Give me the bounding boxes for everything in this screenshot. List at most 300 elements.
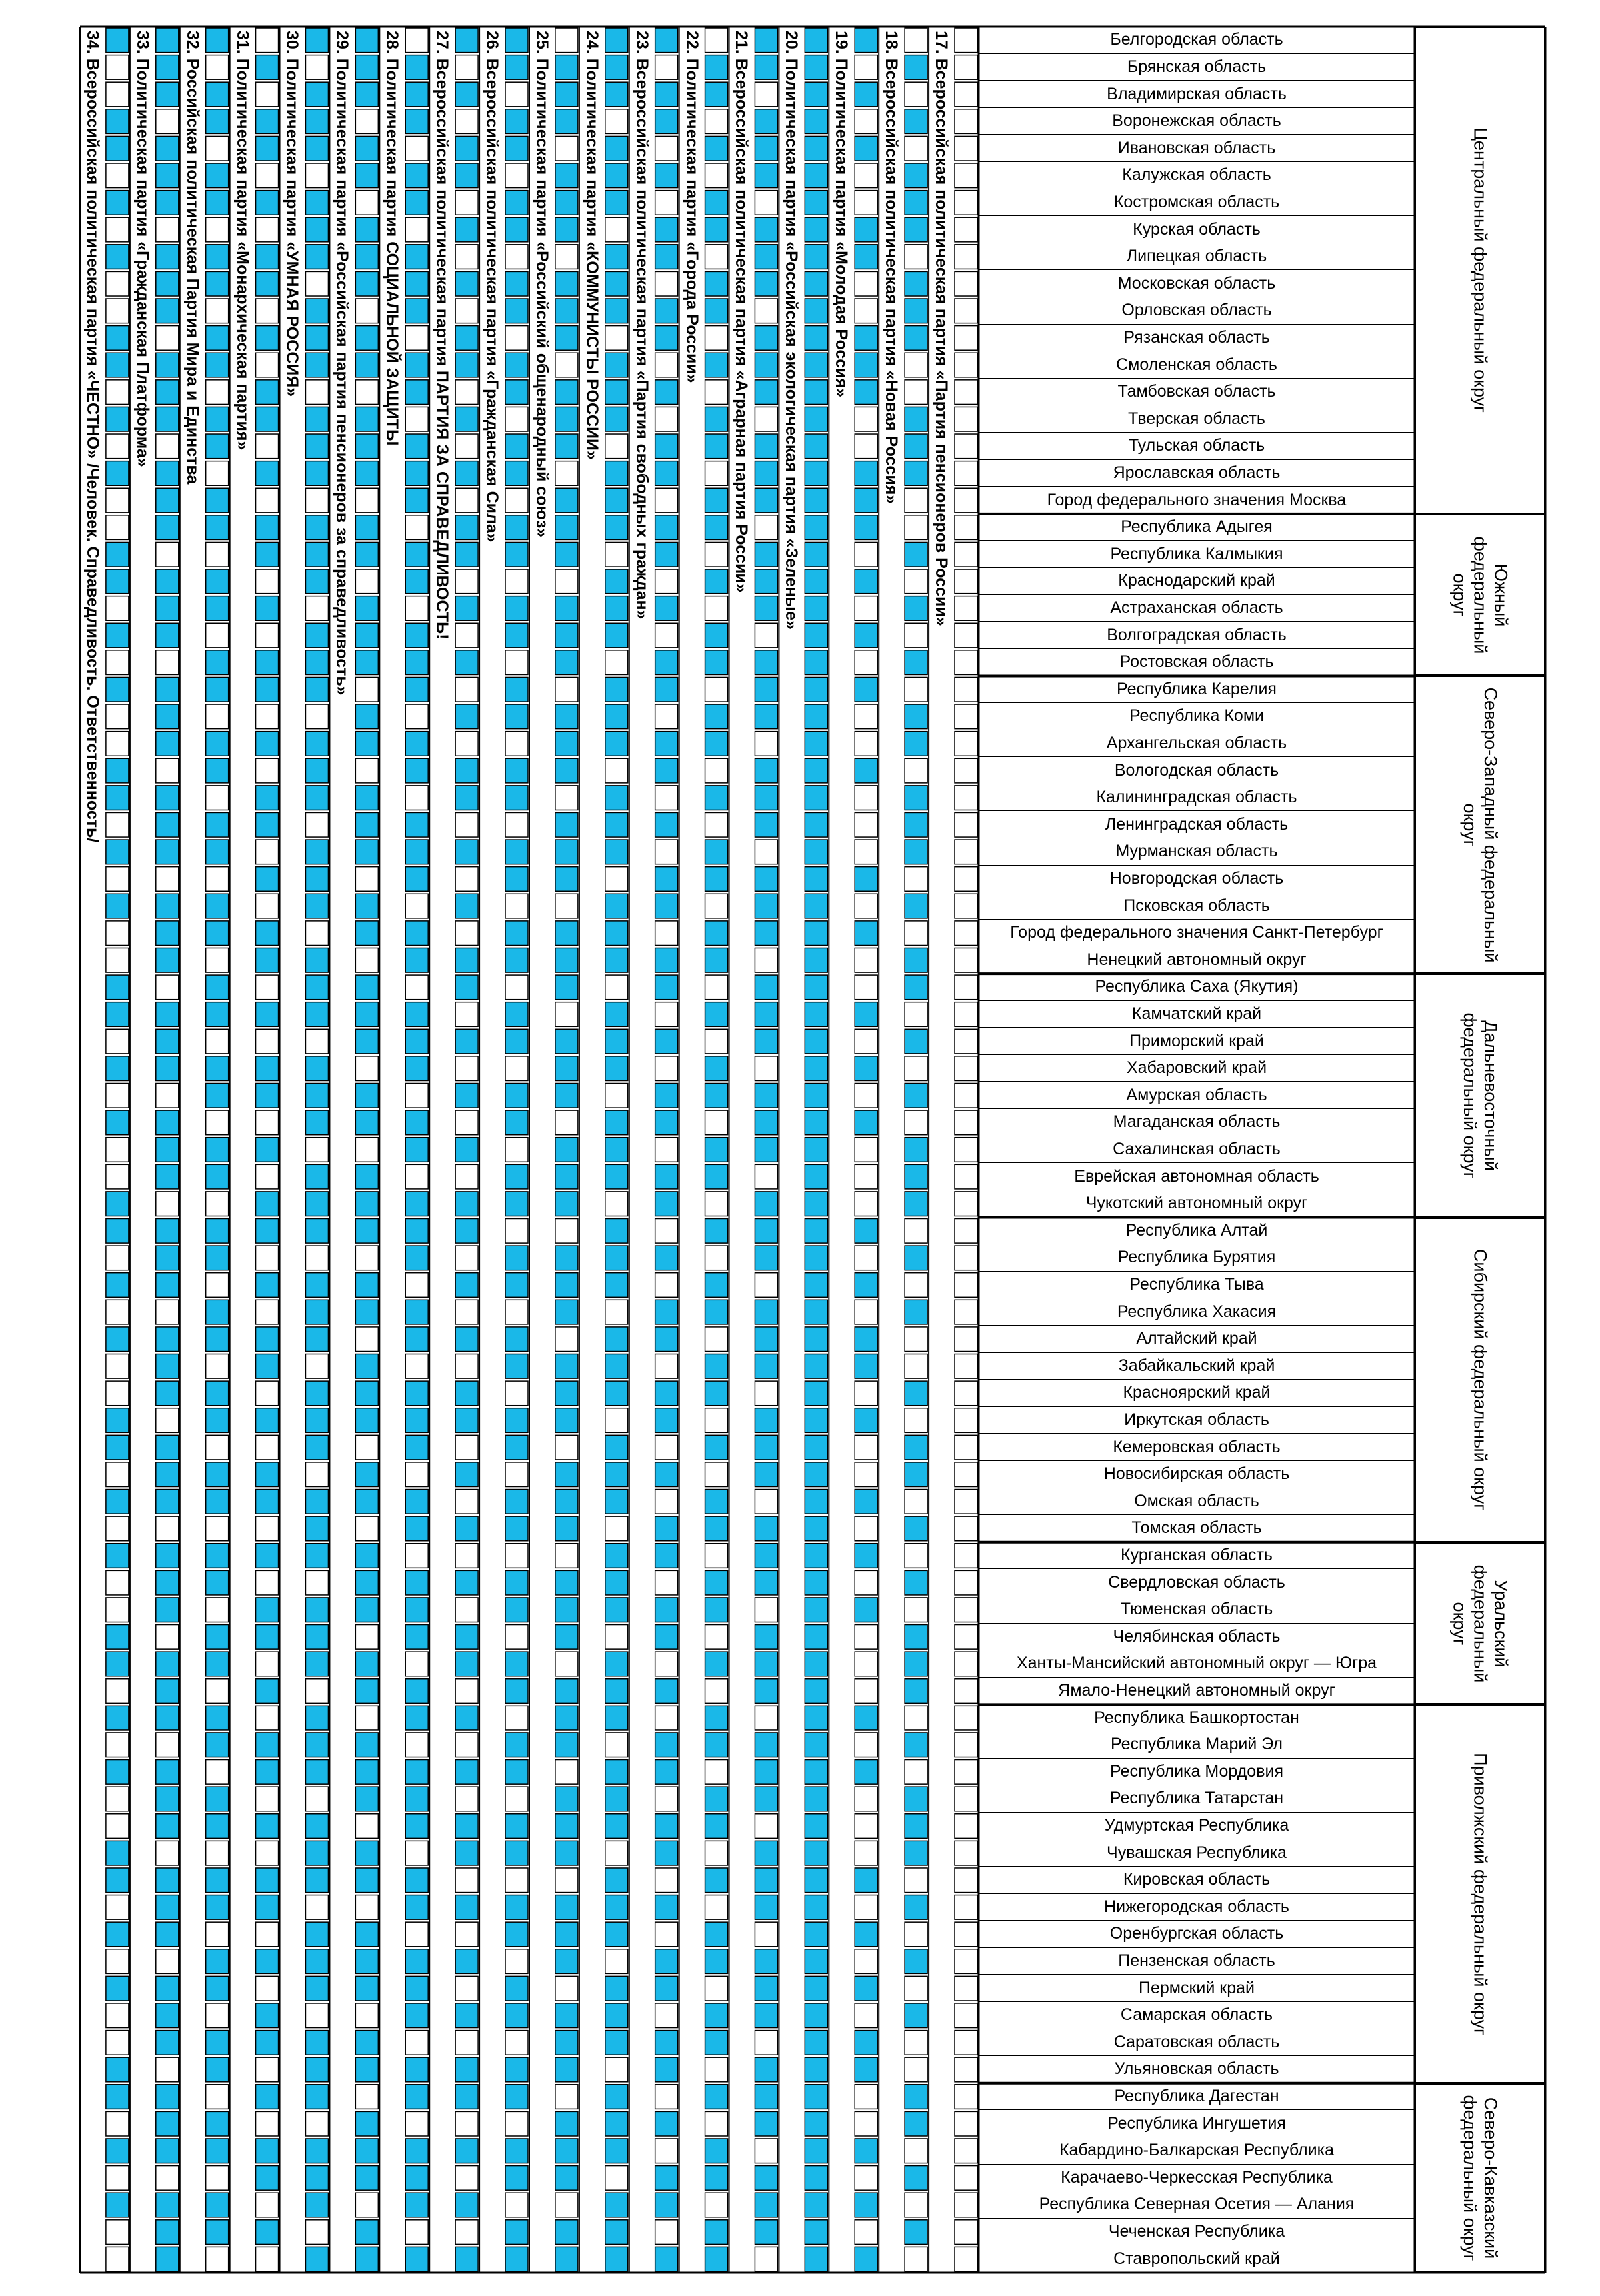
mark-cell-empty <box>705 1679 728 1704</box>
mark-cell-filled <box>156 1435 179 1460</box>
mark-cell-filled <box>156 704 179 729</box>
mark-cell-filled <box>755 28 777 53</box>
mark-cell-empty <box>405 2220 428 2245</box>
mark-cell-empty <box>655 1868 678 1893</box>
mark-cell-empty <box>955 1652 977 1676</box>
mark-cell-empty <box>705 2193 728 2217</box>
mark-cell-empty <box>705 542 728 567</box>
mark-cell-filled <box>805 2193 827 2217</box>
mark-cell-empty <box>505 894 528 918</box>
party-column-header: 28. Политическая партия СОЦИАЛЬНОЙ ЗАЩИТЫ <box>383 31 402 446</box>
mark-cell-empty <box>555 1219 578 1244</box>
mark-cell-filled <box>106 2085 129 2109</box>
mark-cell-empty <box>955 1733 977 1757</box>
party-column-header: 17. Всероссийская политическая партия «Партия пенсионеров России» <box>932 31 951 626</box>
mark-cell-empty <box>206 542 229 567</box>
mark-cell-filled <box>206 163 229 188</box>
region-name: Чеченская Республика <box>1108 2222 1285 2241</box>
mark-cell-empty <box>605 434 628 459</box>
mark-cell-empty <box>256 1164 279 1189</box>
mark-cell-empty <box>206 55 229 80</box>
mark-cell-empty <box>106 299 129 323</box>
region-name: Рязанская область <box>1123 327 1270 347</box>
mark-cell-empty <box>605 867 628 892</box>
mark-cell-filled <box>355 840 378 864</box>
region-name: Чувашская Республика <box>1107 1843 1287 1862</box>
mark-cell-filled <box>755 326 777 351</box>
mark-cell-empty <box>455 1733 478 1757</box>
mark-cell-filled <box>555 82 578 107</box>
mark-cell-empty <box>405 1273 428 1298</box>
mark-cell-empty <box>705 380 728 405</box>
mark-cell-filled <box>106 840 129 864</box>
mark-cell-empty <box>206 1110 229 1135</box>
region-row <box>979 2191 1415 2219</box>
mark-cell-empty <box>705 1841 728 1865</box>
mark-cell-empty <box>655 1490 678 1514</box>
mark-cell-empty <box>355 948 378 972</box>
mark-cell-filled <box>455 1029 478 1054</box>
mark-cell-empty <box>455 1976 478 2001</box>
mark-cell-empty <box>655 1706 678 1730</box>
mark-cell-filled <box>355 1462 378 1487</box>
mark-cell-filled <box>106 1841 129 1865</box>
mark-cell-empty <box>405 1083 428 1108</box>
mark-cell-empty <box>455 55 478 80</box>
mark-cell-filled <box>555 1300 578 1324</box>
mark-cell-empty <box>605 217 628 242</box>
mark-cell-empty <box>355 1138 378 1162</box>
region-name: Республика Коми <box>1129 706 1264 726</box>
mark-cell-filled <box>555 163 578 188</box>
region-row <box>979 1867 1415 1894</box>
mark-cell-filled <box>206 434 229 459</box>
mark-cell-filled <box>905 1435 927 1460</box>
mark-cell-empty <box>206 2085 229 2109</box>
mark-cell-empty <box>256 569 279 594</box>
mark-cell-filled <box>305 191 328 215</box>
mark-cell-filled <box>805 867 827 892</box>
mark-cell-empty <box>955 1949 977 1974</box>
region-row <box>979 1326 1415 1353</box>
mark-cell-empty <box>405 2031 428 2055</box>
region-name: Республика Ингушетия <box>1107 2113 1286 2133</box>
mark-cell-empty <box>655 704 678 729</box>
mark-cell-filled <box>156 840 179 864</box>
region-row <box>979 1596 1415 1624</box>
mark-cell-filled <box>206 245 229 269</box>
mark-cell-empty <box>106 596 129 621</box>
mark-cell-filled <box>305 2139 328 2163</box>
mark-cell-filled <box>206 1652 229 1676</box>
mark-cell-empty <box>705 1110 728 1135</box>
mark-cell-filled <box>206 2193 229 2217</box>
mark-cell-filled <box>605 407 628 431</box>
mark-cell-empty <box>305 1787 328 1811</box>
mark-cell-filled <box>705 1598 728 1622</box>
mark-cell-filled <box>455 2193 478 2217</box>
mark-cell-filled <box>355 2057 378 2082</box>
mark-cell-filled <box>755 1625 777 1650</box>
mark-cell-filled <box>206 1895 229 1920</box>
mark-cell-filled <box>555 1138 578 1162</box>
mark-cell-filled <box>755 1408 777 1433</box>
mark-cell-filled <box>555 1083 578 1108</box>
mark-cell-filled <box>605 163 628 188</box>
region-row <box>979 1704 1415 1731</box>
mark-cell-empty <box>855 109 877 134</box>
mark-cell-filled <box>605 488 628 513</box>
mark-cell-empty <box>955 109 977 134</box>
mark-cell-empty <box>955 1625 977 1650</box>
mark-cell-empty <box>955 1435 977 1460</box>
mark-cell-empty <box>705 1976 728 2001</box>
mark-cell-filled <box>805 1300 827 1324</box>
mark-cell-empty <box>256 1246 279 1270</box>
mark-cell-filled <box>455 704 478 729</box>
mark-cell-empty <box>405 894 428 918</box>
mark-cell-empty <box>505 245 528 269</box>
mark-cell-empty <box>156 1408 179 1433</box>
mark-cell-filled <box>855 28 877 53</box>
mark-cell-empty <box>206 217 229 242</box>
mark-cell-filled <box>755 569 777 594</box>
mark-cell-filled <box>206 1246 229 1270</box>
mark-cell-empty <box>655 1787 678 1811</box>
mark-cell-empty <box>156 1516 179 1541</box>
mark-cell-filled <box>755 1516 777 1541</box>
mark-cell-filled <box>256 1760 279 1785</box>
mark-cell-empty <box>655 488 678 513</box>
mark-cell-empty <box>905 1056 927 1081</box>
region-row <box>979 1380 1415 1407</box>
mark-cell-filled <box>805 1462 827 1487</box>
mark-cell-filled <box>855 867 877 892</box>
mark-cell-filled <box>805 299 827 323</box>
mark-cell-filled <box>705 1922 728 1947</box>
mark-cell-filled <box>405 2139 428 2163</box>
mark-cell-filled <box>405 353 428 377</box>
mark-cell-filled <box>855 1110 877 1135</box>
mark-cell-filled <box>355 1868 378 1893</box>
mark-cell-empty <box>955 1976 977 2001</box>
mark-cell-filled <box>156 1327 179 1352</box>
mark-cell-filled <box>305 1110 328 1135</box>
mark-cell-filled <box>655 948 678 972</box>
mark-cell-filled <box>855 1544 877 1568</box>
mark-cell-empty <box>655 407 678 431</box>
region-name: Красноярский край <box>1123 1383 1271 1402</box>
mark-cell-filled <box>256 2031 279 2055</box>
mark-cell-filled <box>655 1625 678 1650</box>
mark-cell-empty <box>355 1814 378 1839</box>
mark-cell-filled <box>206 677 229 702</box>
mark-cell-filled <box>156 1814 179 1839</box>
mark-cell-empty <box>505 569 528 594</box>
mark-cell-filled <box>855 1706 877 1730</box>
mark-cell-filled <box>505 136 528 161</box>
mark-cell-filled <box>355 2111 378 2136</box>
region-name: Брянская область <box>1127 57 1267 76</box>
mark-cell-empty <box>855 894 877 918</box>
mark-cell-filled <box>555 542 578 567</box>
mark-cell-filled <box>555 109 578 134</box>
mark-cell-empty <box>955 1327 977 1352</box>
mark-cell-empty <box>355 1246 378 1270</box>
mark-cell-empty <box>855 1462 877 1487</box>
mark-cell-filled <box>206 894 229 918</box>
mark-cell-filled <box>256 948 279 972</box>
mark-cell-empty <box>206 136 229 161</box>
region-name: Ямало-Ненецкий автономный округ <box>1058 1681 1335 1700</box>
mark-cell-filled <box>705 840 728 864</box>
mark-cell-filled <box>705 1787 728 1811</box>
mark-cell-filled <box>855 623 877 648</box>
mark-cell-filled <box>106 1273 129 1298</box>
mark-cell-empty <box>505 82 528 107</box>
mark-cell-filled <box>755 109 777 134</box>
mark-cell-filled <box>755 2111 777 2136</box>
mark-cell-filled <box>605 1598 628 1622</box>
region-row <box>979 757 1415 784</box>
mark-cell-filled <box>605 271 628 296</box>
mark-cell-empty <box>156 1733 179 1757</box>
mark-cell-filled <box>905 434 927 459</box>
mark-cell-filled <box>256 461 279 486</box>
mark-cell-empty <box>405 1164 428 1189</box>
mark-cell-filled <box>305 1868 328 1893</box>
mark-cell-filled <box>905 704 927 729</box>
mark-cell-filled <box>805 1787 827 1811</box>
mark-cell-empty <box>705 1895 728 1920</box>
mark-cell-empty <box>855 2085 877 2109</box>
region-row <box>979 54 1415 81</box>
mark-cell-filled <box>605 1679 628 1704</box>
mark-cell-filled <box>305 1327 328 1352</box>
mark-cell-empty <box>955 1868 977 1893</box>
mark-cell-filled <box>206 191 229 215</box>
mark-cell-filled <box>705 2031 728 2055</box>
mark-cell-filled <box>505 1246 528 1270</box>
mark-cell-filled <box>355 1544 378 1568</box>
region-name: Ивановская область <box>1117 138 1276 157</box>
mark-cell-filled <box>355 542 378 567</box>
mark-cell-filled <box>705 353 728 377</box>
mark-cell-empty <box>156 758 179 783</box>
mark-cell-filled <box>655 1544 678 1568</box>
mark-cell-filled <box>405 948 428 972</box>
mark-cell-filled <box>455 1814 478 1839</box>
mark-cell-empty <box>905 1327 927 1352</box>
mark-cell-filled <box>206 1219 229 1244</box>
mark-cell-empty <box>455 1787 478 1811</box>
mark-cell-filled <box>805 407 827 431</box>
mark-cell-filled <box>555 2057 578 2082</box>
mark-cell-filled <box>355 217 378 242</box>
mark-cell-filled <box>855 1760 877 1785</box>
mark-cell-filled <box>206 326 229 351</box>
mark-cell-filled <box>455 1516 478 1541</box>
mark-cell-filled <box>355 1029 378 1054</box>
mark-cell-filled <box>355 1841 378 1865</box>
mark-cell-empty <box>605 1192 628 1216</box>
mark-cell-empty <box>855 1570 877 1595</box>
mark-cell-empty <box>256 1787 279 1811</box>
mark-cell-filled <box>755 1002 777 1027</box>
mark-cell-empty <box>455 1300 478 1324</box>
region-row <box>979 1785 1415 1813</box>
region-row <box>979 2110 1415 2137</box>
mark-cell-filled <box>805 1381 827 1406</box>
mark-cell-empty <box>256 1922 279 1947</box>
mark-cell-filled <box>655 1029 678 1054</box>
mark-cell-empty <box>855 1787 877 1811</box>
mark-cell-empty <box>755 2139 777 2163</box>
mark-cell-filled <box>705 650 728 675</box>
mark-cell-empty <box>655 921 678 946</box>
mark-cell-filled <box>305 1056 328 1081</box>
mark-cell-filled <box>156 921 179 946</box>
mark-cell-filled <box>855 2193 877 2217</box>
mark-cell-filled <box>156 82 179 107</box>
mark-cell-filled <box>655 1814 678 1839</box>
mark-cell-filled <box>106 2139 129 2163</box>
mark-cell-empty <box>355 1327 378 1352</box>
mark-cell-filled <box>605 894 628 918</box>
mark-cell-filled <box>705 1516 728 1541</box>
mark-cell-filled <box>305 434 328 459</box>
mark-cell-filled <box>755 1083 777 1108</box>
mark-cell-filled <box>555 515 578 540</box>
mark-cell-filled <box>355 1219 378 1244</box>
mark-cell-filled <box>405 2003 428 2028</box>
mark-cell-filled <box>156 1570 179 1595</box>
mark-cell-empty <box>455 2220 478 2245</box>
mark-cell-filled <box>755 1733 777 1757</box>
mark-cell-empty <box>106 1949 129 1974</box>
mark-cell-filled <box>755 1652 777 1676</box>
mark-cell-filled <box>905 1300 927 1324</box>
mark-cell-filled <box>455 1408 478 1433</box>
mark-cell-filled <box>355 1679 378 1704</box>
region-row <box>979 487 1415 514</box>
mark-cell-filled <box>905 1949 927 1974</box>
mark-cell-empty <box>206 1922 229 1947</box>
region-name: Республика Бурятия <box>1117 1248 1276 1267</box>
mark-cell-filled <box>405 488 428 513</box>
mark-cell-empty <box>555 2085 578 2109</box>
mark-cell-empty <box>955 1787 977 1811</box>
mark-cell-filled <box>405 921 428 946</box>
mark-cell-filled <box>106 677 129 702</box>
mark-cell-empty <box>305 163 328 188</box>
region-name: Омская область <box>1134 1491 1259 1510</box>
mark-cell-filled <box>755 1354 777 1379</box>
mark-cell-filled <box>805 55 827 80</box>
mark-cell-filled <box>405 867 428 892</box>
mark-cell-filled <box>855 1219 877 1244</box>
mark-cell-filled <box>755 55 777 80</box>
mark-cell-filled <box>555 2139 578 2163</box>
mark-cell-filled <box>655 1841 678 1865</box>
mark-cell-empty <box>705 975 728 1000</box>
mark-cell-filled <box>405 1760 428 1785</box>
mark-cell-filled <box>705 1706 728 1730</box>
mark-cell-filled <box>305 2031 328 2055</box>
mark-cell-filled <box>355 461 378 486</box>
mark-cell-filled <box>755 461 777 486</box>
mark-cell-filled <box>555 1787 578 1811</box>
mark-cell-empty <box>855 1029 877 1054</box>
mark-cell-filled <box>605 1273 628 1298</box>
mark-cell-empty <box>106 2111 129 2136</box>
mark-cell-empty <box>156 1625 179 1650</box>
mark-cell-empty <box>855 650 877 675</box>
mark-cell-empty <box>405 28 428 53</box>
mark-cell-empty <box>755 1922 777 1947</box>
mark-cell-filled <box>705 1273 728 1298</box>
mark-cell-filled <box>256 1083 279 1108</box>
mark-cell-empty <box>455 623 478 648</box>
mark-cell-filled <box>256 1138 279 1162</box>
mark-cell-filled <box>305 1164 328 1189</box>
mark-cell-filled <box>705 1138 728 1162</box>
mark-cell-filled <box>405 1570 428 1595</box>
mark-cell-filled <box>605 191 628 215</box>
mark-cell-filled <box>705 55 728 80</box>
mark-cell-filled <box>905 163 927 188</box>
mark-cell-empty <box>905 245 927 269</box>
mark-cell-filled <box>555 1625 578 1650</box>
mark-cell-filled <box>305 326 328 351</box>
mark-cell-filled <box>256 1354 279 1379</box>
mark-cell-filled <box>805 488 827 513</box>
mark-cell-filled <box>305 1273 328 1298</box>
mark-cell-filled <box>455 2085 478 2109</box>
mark-cell-filled <box>755 1679 777 1704</box>
mark-cell-filled <box>505 1760 528 1785</box>
mark-cell-filled <box>855 2031 877 2055</box>
mark-cell-filled <box>156 55 179 80</box>
mark-cell-empty <box>605 1733 628 1757</box>
mark-cell-empty <box>455 434 478 459</box>
mark-cell-filled <box>206 840 229 864</box>
mark-cell-filled <box>106 1408 129 1433</box>
mark-cell-empty <box>655 1138 678 1162</box>
mark-cell-filled <box>106 191 129 215</box>
mark-cell-filled <box>605 1760 628 1785</box>
mark-cell-filled <box>405 271 428 296</box>
mark-cell-filled <box>305 2057 328 2082</box>
mark-cell-empty <box>955 1544 977 1568</box>
mark-cell-filled <box>256 191 279 215</box>
mark-cell-filled <box>755 812 777 837</box>
mark-cell-filled <box>455 271 478 296</box>
mark-cell-filled <box>405 542 428 567</box>
mark-cell-filled <box>206 1490 229 1514</box>
mark-cell-filled <box>605 353 628 377</box>
mark-cell-empty <box>605 109 628 134</box>
mark-cell-filled <box>805 1408 827 1433</box>
party-column-header: 26. Всероссийская политическая партия «Гражданская Сила» <box>483 31 501 543</box>
mark-cell-empty <box>855 55 877 80</box>
mark-cell-empty <box>156 434 179 459</box>
district-cell <box>1415 1542 1545 1705</box>
mark-cell-filled <box>405 82 428 107</box>
mark-cell-filled <box>855 1354 877 1379</box>
mark-cell-empty <box>955 245 977 269</box>
mark-cell-filled <box>655 2057 678 2082</box>
